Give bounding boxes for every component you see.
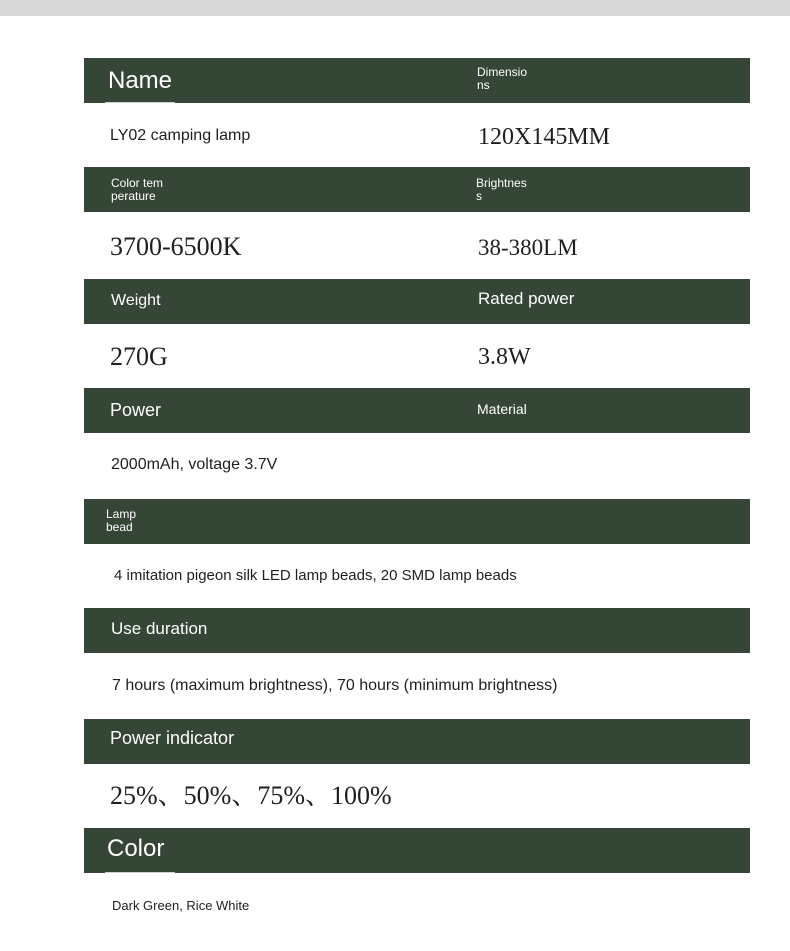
label-color-temperature: Color tem perature <box>111 176 164 203</box>
label-power-indicator: Power indicator <box>110 728 235 748</box>
header-band-use-duration <box>84 608 750 653</box>
value-color: Dark Green, Rice White <box>112 898 250 913</box>
color-underline <box>105 872 175 873</box>
value-power: 2000mAh, voltage 3.7V <box>111 456 278 473</box>
header-band-color-temperature <box>84 167 750 212</box>
value-dimensions: 120X145MM <box>478 124 611 150</box>
value-use-duration: 7 hours (maximum brightness), 70 hours (minimum brightness) <box>112 677 558 694</box>
value-name: LY02 camping lamp <box>110 127 251 144</box>
value-lamp-bead: 4 imitation pigeon silk LED lamp beads, 20 SMD lamp beads <box>114 567 517 584</box>
header-band-lamp-bead <box>84 499 750 544</box>
header-band-weight <box>84 279 750 324</box>
label-rated-power: Rated power <box>478 289 575 308</box>
header-band-power <box>84 388 750 433</box>
value-power-indicator: 25%、50%、75%、100% <box>110 781 392 810</box>
label-dimensions: Dimensio ns <box>477 65 528 92</box>
label-use-duration: Use duration <box>111 619 208 638</box>
label-power: Power <box>110 400 162 420</box>
label-color: Color <box>107 835 165 862</box>
name-underline <box>105 102 175 103</box>
label-weight: Weight <box>111 292 161 309</box>
header-band-name <box>84 58 750 103</box>
value-rated-power: 3.8W <box>478 344 531 370</box>
header-band-power-indicator <box>84 719 750 764</box>
value-weight: 270G <box>110 342 168 371</box>
label-lamp-bead: Lamp bead <box>106 507 137 534</box>
value-brightness: 38-380LM <box>478 235 578 260</box>
label-material: Material <box>477 401 527 417</box>
value-color-temperature: 3700-6500K <box>110 232 242 261</box>
top-gray-bar <box>0 0 790 16</box>
label-brightness: Brightnes s <box>476 176 527 203</box>
header-band-color <box>84 828 750 873</box>
label-name: Name <box>108 67 173 94</box>
